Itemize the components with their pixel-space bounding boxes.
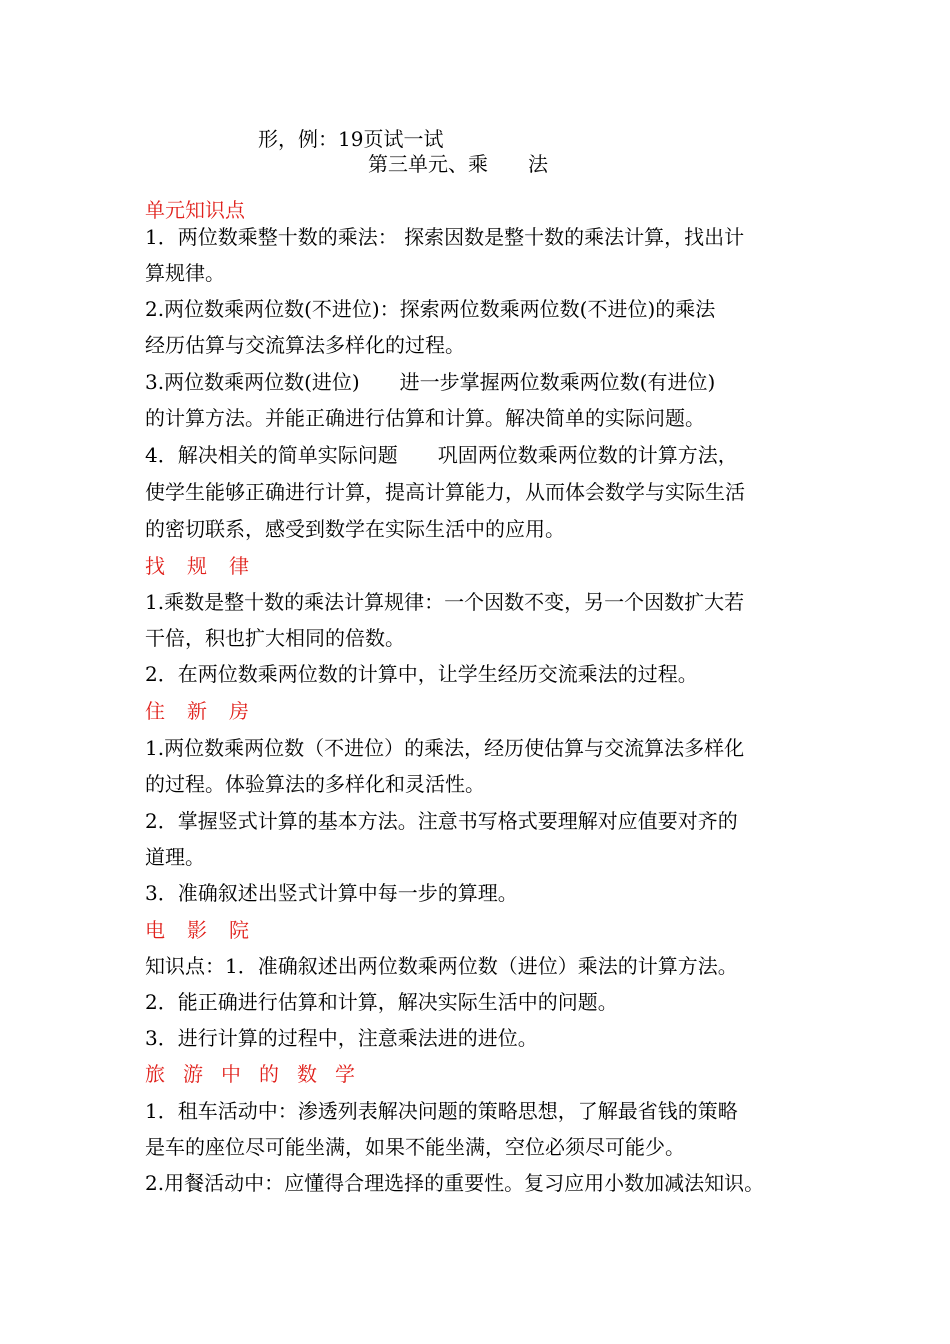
section-heading-travel-math: 旅游中的数学	[145, 1062, 373, 1086]
text-line: 道理。	[145, 845, 205, 869]
text-line: 1．两位数乘整十数的乘法： 探索因数是整十数的乘法计算，找出计	[145, 225, 745, 249]
text-line: 干倍，积也扩大相同的倍数。	[145, 626, 405, 650]
text-line: 使学生能够正确进行计算，提高计算能力，从而体会数学与实际生活	[145, 480, 745, 504]
unit-title: 第三单元、乘 法	[368, 152, 548, 176]
text-line: 算规律。	[145, 261, 225, 285]
text-line: 2.用餐活动中：应懂得合理选择的重要性。复习应用小数加减法知识。	[145, 1171, 765, 1195]
text-line: 的过程。体验算法的多样化和灵活性。	[145, 772, 485, 796]
top-fragment: 形，例：19页试一试	[258, 127, 444, 151]
text-line: 1．租车活动中：渗透列表解决问题的策略思想，了解最省钱的策略	[145, 1099, 738, 1123]
section-heading-cinema: 电影院	[145, 918, 271, 942]
text-line: 3．进行计算的过程中，注意乘法进的进位。	[145, 1026, 538, 1050]
text-line: 3．准确叙述出竖式计算中每一步的算理。	[145, 881, 518, 905]
text-line: 经历估算与交流算法多样化的过程。	[145, 333, 465, 357]
text-line: 1.两位数乘两位数（不进位）的乘法，经历使估算与交流算法多样化	[145, 736, 745, 760]
text-line: 2．在两位数乘两位数的计算中，让学生经历交流乘法的过程。	[145, 662, 698, 686]
text-line: 1.乘数是整十数的乘法计算规律：一个因数不变，另一个因数扩大若	[145, 590, 745, 614]
text-line: 知识点：1．准确叙述出两位数乘两位数（进位）乘法的计算方法。	[145, 954, 738, 978]
text-line: 是车的座位尽可能坐满，如果不能坐满，空位必须尽可能少。	[145, 1135, 685, 1159]
section-heading-find-pattern: 找规律	[145, 554, 271, 578]
text-line: 4．解决相关的简单实际问题 巩固两位数乘两位数的计算方法，	[145, 443, 738, 467]
section-heading-new-house: 住新房	[145, 699, 271, 723]
section-heading-unit-knowledge: 单元知识点	[145, 198, 245, 222]
text-line: 的计算方法。并能正确进行估算和计算。解决简单的实际问题。	[145, 406, 705, 430]
text-line: 的密切联系，感受到数学在实际生活中的应用。	[145, 517, 565, 541]
text-line: 2．能正确进行估算和计算，解决实际生活中的问题。	[145, 990, 618, 1014]
text-line: 2.两位数乘两位数(不进位)：探索两位数乘两位数(不进位)的乘法	[145, 297, 716, 321]
text-line: 3.两位数乘两位数(进位) 进一步掌握两位数乘两位数(有进位)	[145, 370, 716, 394]
text-line: 2．掌握竖式计算的基本方法。注意书写格式要理解对应值要对齐的	[145, 809, 738, 833]
